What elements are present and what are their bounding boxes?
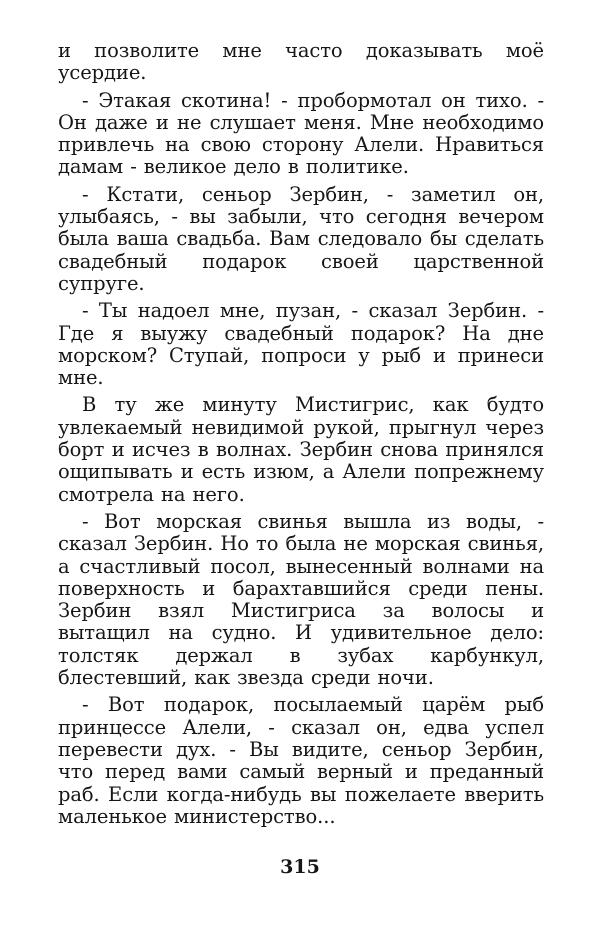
- paragraph: - Ты надоел мне, пузан, - сказал Зербин. - Где я выужу свадебный подарок? На дне морском? Ступай, попроси у рыб и принеси мне.: [58, 299, 544, 390]
- paragraph: - Кстати, сеньор Зербин, - заметил он, улыбаясь, - вы забыли, что сегодня вечером была ваша свадьба. Вам следовало бы сделать свадебный подарок своей царственной супруге.: [58, 182, 544, 295]
- paragraph: - Этакая скотина! - пробормотал он тихо. - Он даже и не слушает меня. Мне необходимо привлечь на свою сторону Алели. Нравиться дамам - великое дело в политике.: [58, 88, 544, 179]
- paragraph: В ту же минуту Мистигрис, как будто увлекаемый невидимой рукой, прыгнул через борт и исчез в волнах. Зербин снова принялся ощипывать и есть изюм, а Алели попрежнему смотрела на него.: [58, 393, 544, 506]
- paragraph: - Вот морская свинья вышла из воды, - сказал Зербин. Но то была не морская свинья, а счастливый посол, вынесенный волнами на поверхность и барахтавшийся среди пены. Зербин взял Мистигриса за волосы и вытащил на судно. И удивительное дело: толстяк держал в зубах карбункул, блестевший, как звезда среди ночи.: [58, 509, 544, 690]
- page-number: 315: [280, 856, 320, 878]
- paragraph-continuation: и позволите мне часто доказывать моё усердие.: [58, 39, 544, 85]
- page-text: [58, 40, 544, 833]
- paragraph: - Вот подарок, посылаемый царём рыб принцессе Алели, - сказал он, едва успел перевести дух. - Вы видите, сеньор Зербин, что перед вами самый верный и преданный раб. Если когда-нибудь вы пожелаете вверить маленькое министерство...: [58, 693, 544, 828]
